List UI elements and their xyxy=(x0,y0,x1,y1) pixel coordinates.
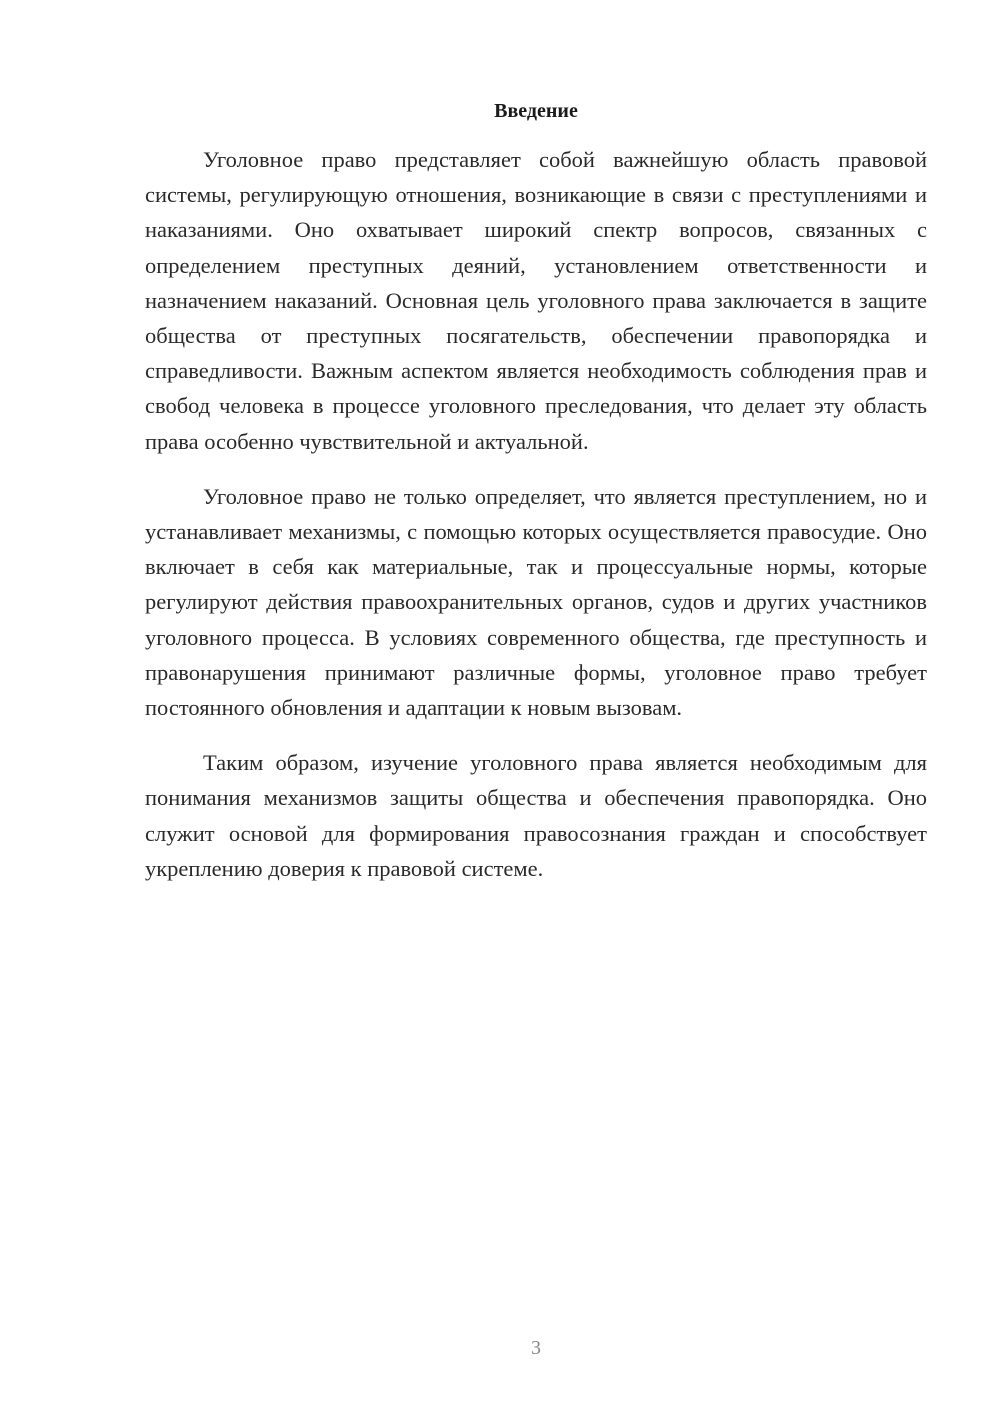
body-text xyxy=(145,142,927,886)
page-number: 3 xyxy=(531,1337,541,1359)
paragraph-3: Таким образом, изучение уголовного права является необходимым для понимания механизмов защиты общества и обеспечения правопорядка. Оно служит основой для формирования правосознания граждан и способствует укреплению доверия к правовой системе. xyxy=(145,750,927,881)
paragraph-2: Уголовное право не только определяет, что является преступлением, но и устанавливает механизмы, с помощью которых осуществляется правосудие. Оно включает в себя как материальные, так и процессуальные нормы, которые регулируют действия правоохранительных органов, судов и других участников уголовного процесса. В условиях современного общества, где преступность и правонарушения принимают различные формы, уголовное право требует постоянного обновления и адаптации к новым вызовам. xyxy=(145,483,927,721)
section-title: Введение xyxy=(494,100,578,122)
paragraph-1: Уголовное право представляет собой важнейшую область правовой системы, регулирующую отношения, возникающие в связи с преступлениями и наказаниями. Оно охватывает широкий спектр вопросов, связанных с определением преступных деяний, установлением ответственности и назначением наказаний. Основная цель уголовного права заключается в защите общества от преступных посягательств, обеспечении правопорядка и справедливости. Важным аспектом является необходимость соблюдения прав и свобод человека в процессе уголовного преследования, что делает эту область права особенно чувствительной и актуальной. xyxy=(145,147,927,454)
